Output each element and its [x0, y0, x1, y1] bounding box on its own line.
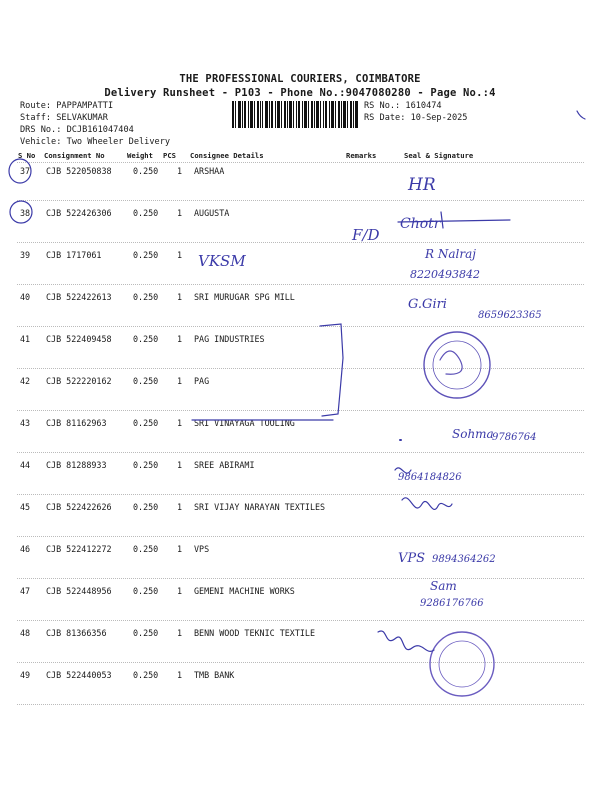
row-weight: 0.250 [133, 418, 159, 428]
row-consignee: GEMENI MACHINE WORKS [194, 586, 295, 596]
row-weight: 0.250 [133, 460, 159, 470]
col-pcs: PCS [163, 151, 176, 160]
row-consignee: BENN WOOD TEKNIC TEXTILE [194, 628, 316, 638]
row-divider [17, 162, 584, 163]
vehicle-label: Vehicle: Two Wheeler Delivery [20, 137, 171, 147]
row-divider [17, 410, 584, 411]
stamp-seal [430, 632, 494, 696]
row-divider [17, 284, 584, 285]
row-divider [17, 662, 584, 663]
row-consignment: CJB 522050838 [46, 166, 112, 176]
row-weight: 0.250 [133, 586, 159, 596]
row-sno: 49 [20, 670, 31, 680]
row-consignee: PAG INDUSTRIES [194, 334, 265, 344]
corner-mark [577, 111, 585, 119]
row-sno: 43 [20, 418, 31, 428]
row-consignee: AUGUSTA [194, 208, 230, 218]
staff-label: Staff: SELVAKUMAR [20, 113, 108, 123]
row-divider [17, 536, 584, 537]
hw-r39-name: VKSM [198, 252, 246, 270]
hw-r47-sign: Sam [430, 579, 457, 593]
row-divider [17, 242, 584, 243]
hw-r39-sign: R Nalraj [425, 247, 476, 261]
hw-r37: HR [408, 175, 436, 195]
hw-r46-phone: 9894364262 [432, 554, 496, 565]
rs-number: RS No.: 1610474 [364, 101, 442, 111]
signature-scribble [378, 631, 434, 651]
rs-date: RS Date: 10-Sep-2025 [364, 113, 468, 123]
row-consignment: CJB 522426306 [46, 208, 112, 218]
barcode-image [232, 101, 358, 128]
row-pcs: 1 [177, 502, 183, 512]
row-divider [17, 452, 584, 453]
row-divider [17, 578, 584, 579]
hw-r40-sign: G.Giri [408, 297, 447, 312]
row-weight: 0.250 [133, 250, 159, 260]
hw-r43-sign: Sohma [452, 427, 494, 441]
row-consignee: SRI VIJAY NARAYAN TEXTILES [194, 502, 326, 512]
row-consignment: CJB 522409458 [46, 334, 112, 344]
row-pcs: 1 [177, 670, 183, 680]
hw-r46-sign: VPS [398, 551, 426, 566]
row-pcs: 1 [177, 208, 183, 218]
col-remarks: Remarks [346, 151, 377, 160]
row-weight: 0.250 [133, 208, 159, 218]
hw-r44-phone: 9864184826 [398, 472, 462, 483]
row-consignment: CJB 522412272 [46, 544, 112, 554]
row-consignee: SRI MURUGAR SPG MILL [194, 292, 295, 302]
row-sno: 48 [20, 628, 31, 638]
row-pcs: 1 [177, 334, 183, 344]
row-pcs: 1 [177, 166, 183, 176]
row-sno: 42 [20, 376, 31, 386]
hw-r40-phone: 8659623365 [478, 310, 542, 321]
row-sno: 44 [20, 460, 31, 470]
row-divider [17, 704, 584, 705]
row-weight: 0.250 [133, 292, 159, 302]
row-divider [17, 200, 584, 201]
row-consignment: CJB 1717061 [46, 250, 102, 260]
col-consignee: Consignee Details [190, 151, 264, 160]
row-weight: 0.250 [133, 670, 159, 680]
row-sno: 47 [20, 586, 31, 596]
drs-label: DRS No.: DCJB161047404 [20, 125, 134, 135]
row-pcs: 1 [177, 586, 183, 596]
row-consignee: SREE ABIRAMI [194, 460, 255, 470]
col-seal-signature: Seal & Signature [404, 151, 474, 160]
row-consignment: CJB 81162963 [46, 418, 107, 428]
strike-mark [398, 220, 510, 222]
row-weight: 0.250 [133, 166, 159, 176]
row-pcs: 1 [177, 544, 183, 554]
row-consignment: CJB 81288933 [46, 460, 107, 470]
hw-r39-phone: 8220493842 [410, 268, 480, 281]
row-consignment: CJB 81366356 [46, 628, 107, 638]
row-weight: 0.250 [133, 502, 159, 512]
row-consignee: SRI VINAYAGA TOOLING [194, 418, 295, 428]
row-consignment: CJB 522422626 [46, 502, 112, 512]
col-weight: Weight [127, 151, 153, 160]
row-weight: 0.250 [133, 628, 159, 638]
row-weight: 0.250 [133, 544, 159, 554]
row-sno: 41 [20, 334, 31, 344]
row-weight: 0.250 [133, 376, 159, 386]
row-consignee: TMB BANK [194, 670, 235, 680]
row-sno: 37 [20, 166, 31, 176]
hw-r47-phone: 9286176766 [420, 598, 484, 609]
row-consignment: CJB 522422613 [46, 292, 112, 302]
row-pcs: 1 [177, 418, 183, 428]
company-name: THE PROFESSIONAL COURIERS, COIMBATORE [179, 73, 421, 85]
hw-r43-phone: 9786764 [492, 432, 537, 443]
row-consignment: CJB 522440053 [46, 670, 112, 680]
signature-scribble [402, 498, 452, 510]
row-pcs: 1 [177, 292, 183, 302]
stamp-seal [424, 332, 490, 398]
runsheet-title: Delivery Runsheet - P103 - Phone No.:9047080280 - Page No.:4 [104, 87, 496, 99]
row-pcs: 1 [177, 628, 183, 638]
row-divider [17, 368, 584, 369]
bracket-line [320, 324, 343, 416]
row-sno: 40 [20, 292, 31, 302]
row-consignee: ARSHAA [194, 166, 225, 176]
row-pcs: 1 [177, 376, 183, 386]
row-consignment: CJB 522448956 [46, 586, 112, 596]
col-sno: S No [18, 151, 36, 160]
hw-r38-sign: Chotr [400, 216, 441, 232]
row-consignee: PAG [194, 376, 210, 386]
row-pcs: 1 [177, 460, 183, 470]
row-sno: 46 [20, 544, 31, 554]
row-pcs: 1 [177, 250, 183, 260]
row-sno: 39 [20, 250, 31, 260]
row-consignee: VPS [194, 544, 210, 554]
row-divider [17, 494, 584, 495]
route-label: Route: PAPPAMPATTI [20, 101, 114, 111]
row-divider [17, 620, 584, 621]
row-consignment: CJB 522220162 [46, 376, 112, 386]
row-sno: 45 [20, 502, 31, 512]
row-weight: 0.250 [133, 334, 159, 344]
row-sno: 38 [20, 208, 31, 218]
row-divider [17, 326, 584, 327]
hw-r38-remark: F/D [352, 226, 380, 244]
col-consignment: Consignment No [44, 151, 105, 160]
